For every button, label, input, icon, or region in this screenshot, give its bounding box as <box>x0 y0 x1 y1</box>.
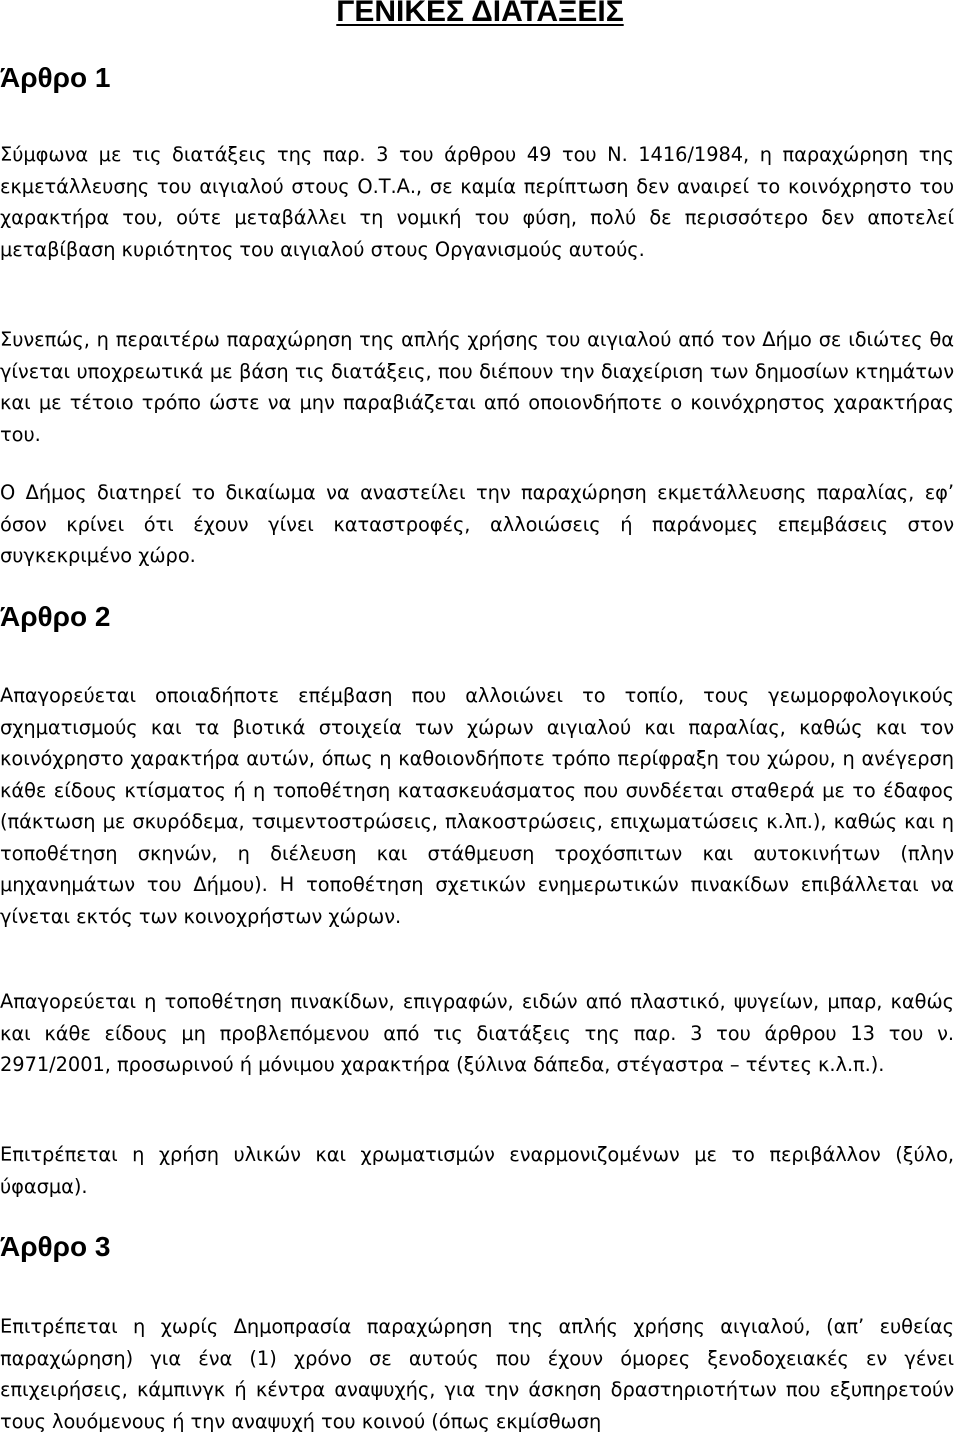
article-2-paragraph-2: Απαγορεύεται η τοποθέτηση πινακίδων, επιγραφών, ειδών από πλαστικό, ψυγείων, μπαρ, καθώς και κάθε είδους μη προβλεπόμενου από τις διατάξεις της παρ. 3 του άρθρου 13 του ν. 2971/2001, προσωρινού ή μόνιμου χαρακτήρα (ξύλινα δάπεδα, στέγαστρα – τέντες κ.λ.π.). <box>0 990 954 1076</box>
article-3-paragraph-1: Επιτρέπεται η χωρίς Δημοπρασία παραχώρηση της απλής χρήσης αιγιαλού, (απ’ ευθείας παραχώρηση) για ένα (1) χρόνο σε αυτούς που έχουν όμορες ξενοδοχειακές εν γένει επιχειρήσεις, κάμπινγκ ή κέντρα αναψυχής, για την άσκηση δραστηριοτήτων που εξυπηρετούν τους λουόμενους ή την αναψυχή του κοινού (όπως εκμίσθωση <box>0 1315 954 1433</box>
article-2-heading: Άρθρο 2 <box>0 601 111 632</box>
article-1-paragraph-1: Σύμφωνα με τις διατάξεις της παρ. 3 του άρθρου 49 του Ν. 1416/1984, η παραχώρηση της εκμετάλλευσης του αιγιαλού στους Ο.Τ.Α., σε καμία περίπτωση δεν αναιρεί το κοινόχρηστο του χαρακτήρα του, ούτε μεταβάλλει τη νομική του φύση, πολύ δε περισσότερο δεν αποτελεί μεταβίβαση κυριότητος του αιγιαλού στους Οργανισμούς αυτούς. <box>0 143 954 261</box>
article-2-paragraph-3: Επιτρέπεται η χρήση υλικών και χρωματισμών εναρμονιζομένων με το περιβάλλον (ξύλο, ύφασμα). <box>0 1143 954 1198</box>
article-1-heading: Άρθρο 1 <box>0 62 111 93</box>
article-2-paragraph-1: Απαγορεύεται οποιαδήποτε επέμβαση που αλλοιώνει το τοπίο, τους γεωμορφολογικούς σχηματισμούς και τα βιοτικά στοιχεία των χώρων αιγιαλού και παραλίας, καθώς και τον κοινόχρηστο χαρακτήρα αυτών, όπως η καθοιονδήποτε τρόπο περίφραξη του χώρου, η ανέγερση κάθε είδους κτίσματος ή η τοποθέτηση κατασκευάσματος που συνδέεται σταθερά με το έδαφος (πάκτωση με σκυρόδεμα, τσιμεντοστρώσεις, πλακοστρώσεις, επιχωματώσεις κ.λπ.), καθώς και η τοποθέτηση σκηνών, η διέλευση και στάθμευση τροχόσπιτων και αυτοκινήτων (πλην μηχανημάτων του Δήμου). Η τοποθέτηση σχετικών ενημερωτικών πινακίδων επιβάλλεται να γίνεται εκτός των κοινοχρήστων χώρων. <box>0 684 954 928</box>
article-1-paragraph-2: Συνεπώς, η περαιτέρω παραχώρηση της απλής χρήσης του αιγιαλού από τον Δήμο σε ιδιώτες θα γίνεται υποχρεωτικά με βάση τις διατάξεις, που διέπουν την διαχείριση των δημοσίων κτημάτων και με τέτοιο τρόπο ώστε να μην παραβιάζεται από οποιονδήποτε ο κοινόχρηστος χαρακτήρας του. <box>0 328 954 446</box>
document-title <box>0 0 960 30</box>
article-1-paragraph-3: Ο Δήμος διατηρεί το δικαίωμα να αναστείλει την παραχώρηση εκμετάλλευσης παραλίας, εφ’ όσον κρίνει ότι έχουν γίνει καταστροφές, αλλοιώσεις ή παράνομες επεμβάσεις στον συγκεκριμένο χώρο. <box>0 481 954 567</box>
document-title-text: ΓΕΝΙΚΕΣ ΔΙΑΤΑΞΕΙΣ <box>336 0 624 28</box>
article-3-heading: Άρθρο 3 <box>0 1231 111 1262</box>
